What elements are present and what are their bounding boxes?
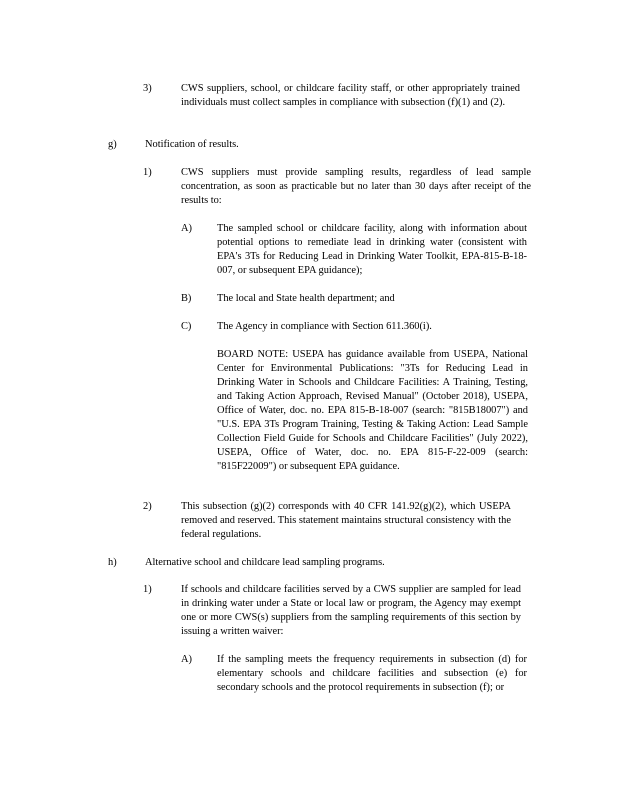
item-text: This subsection (g)(2) corresponds with 40 CFR 141.92(g)(2), which USEPA removed and reserved. This statement maintains structural consistency with the federal regulations. bbox=[181, 501, 511, 540]
item-label: C) bbox=[181, 321, 192, 332]
board-note-text: BOARD NOTE: USEPA has guidance available from USEPA, National Center for Environmental Publications: "3Ts for Reducing Lead in Drinking Water in Schools and Childcare Facilities: A Training, Testing, and Taking Action Approach, Revised Manual" (October 2018), USEPA, Office of Water, doc. no. EPA 815-B-18-007 (search: "815B18007") and "U.S. EPA 3Ts Program Training, Testing & Taking Action: Lead Sample Collection Field Guide for Schools and Childcare Facilities" (July 2022), USEPA, Office of Water, doc. no. EPA 815-F-22-009 (search: "815F22009") or subsequent EPA guidance. bbox=[217, 349, 528, 472]
item-text: The local and State health department; and bbox=[217, 293, 395, 304]
item-text: CWS suppliers, school, or childcare facility staff, or other appropriately trained individuals must collect samples in compliance with subsection (f)(1) and (2). bbox=[181, 83, 520, 108]
item-text: If the sampling meets the frequency requirements in subsection (d) for elementary schools and childcare facilities and subsection (e) for secondary schools and the protocol requirements in subsection (f); or bbox=[217, 654, 527, 693]
section-label: g) bbox=[108, 139, 117, 150]
item-label: A) bbox=[181, 654, 192, 665]
item-label: 2) bbox=[143, 501, 152, 512]
item-text: If schools and childcare facilities served by a CWS supplier are sampled for lead in drinking water under a State or local law or program, the Agency may exempt one or more CWS(s) suppliers from the sampling requirements of this section by issuing a written waiver: bbox=[181, 584, 521, 637]
section-title: Alternative school and childcare lead sampling programs. bbox=[145, 557, 385, 568]
section-title: Notification of results. bbox=[145, 139, 239, 150]
item-label: 1) bbox=[143, 167, 152, 178]
item-label: 1) bbox=[143, 584, 152, 595]
item-text: CWS suppliers must provide sampling results, regardless of lead sample concentration, as soon as practicable but no later than 30 days after receipt of the results to: bbox=[181, 167, 531, 206]
section-label: h) bbox=[108, 557, 117, 568]
item-label: A) bbox=[181, 223, 192, 234]
item-label: 3) bbox=[143, 83, 152, 94]
item-text: The sampled school or childcare facility, along with information about potential options to remediate lead in drinking water (consistent with EPA's 3Ts for Reducing Lead in Drinking Water Toolkit, EPA-815-B-18-007, or subsequent EPA guidance); bbox=[217, 223, 527, 276]
item-text: The Agency in compliance with Section 611.360(i). bbox=[217, 321, 432, 332]
item-label: B) bbox=[181, 293, 192, 304]
